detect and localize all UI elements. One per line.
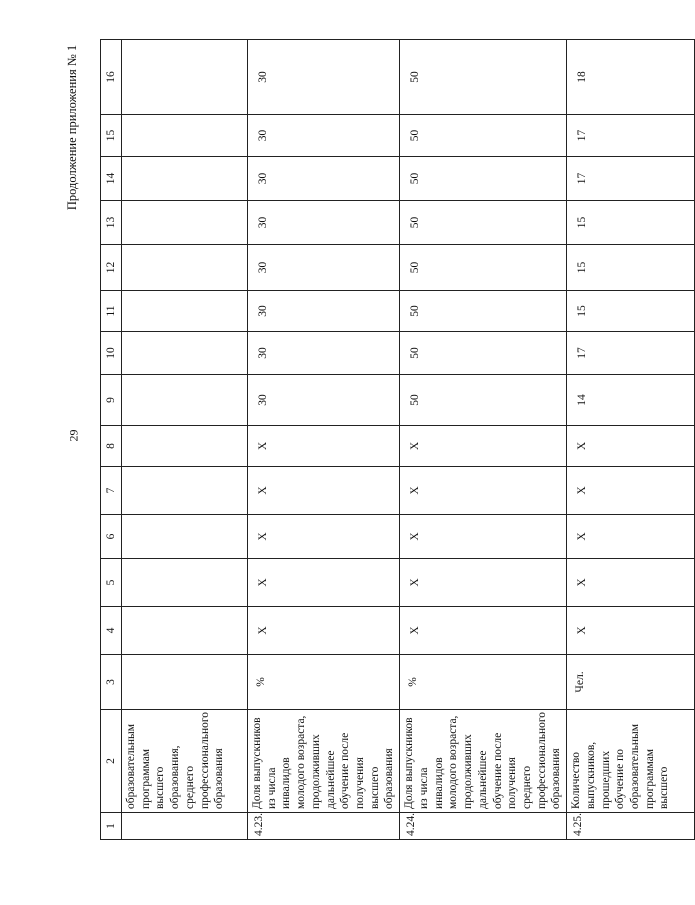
value-cell <box>122 332 248 375</box>
header-cell: 10 <box>101 332 122 375</box>
header-cell: 9 <box>101 375 122 426</box>
header-cell: 1 <box>101 813 122 840</box>
value-cell <box>122 201 248 245</box>
value-cell: 50 <box>400 291 567 332</box>
value-cell: Х <box>248 607 400 655</box>
header-cell: 16 <box>101 40 122 115</box>
value-cell: 50 <box>400 245 567 291</box>
value-cell: Х <box>248 559 400 607</box>
value-cell <box>122 245 248 291</box>
value-cell <box>122 467 248 515</box>
header-cell: 7 <box>101 467 122 515</box>
header-cell: 11 <box>101 291 122 332</box>
value-cell: 30 <box>248 201 400 245</box>
table-container <box>100 40 671 840</box>
value-cell: 50 <box>400 157 567 201</box>
value-cell: Х <box>400 515 567 559</box>
header-cell: 14 <box>101 157 122 201</box>
continuation-title-text: Продолжение приложения № 1 <box>65 44 80 211</box>
value-cell: 15 <box>567 291 695 332</box>
value-cell: 50 <box>400 40 567 115</box>
value-cell <box>122 515 248 559</box>
value-cell: 30 <box>248 245 400 291</box>
table-row <box>400 40 567 840</box>
header-cell: 2 <box>101 710 122 813</box>
value-cell: Х <box>567 559 695 607</box>
row-description: Доля выпускников из числа инвалидов молодого возраста, продолживших дальнейшее обучение после получения среднего профессионального образования <box>400 710 567 813</box>
value-cell: 50 <box>400 332 567 375</box>
header-cell: 8 <box>101 426 122 467</box>
row-code <box>122 813 248 840</box>
value-cell <box>122 40 248 115</box>
table-row <box>248 40 400 840</box>
table-row <box>122 40 248 840</box>
header-cell: 5 <box>101 559 122 607</box>
value-cell: 30 <box>248 40 400 115</box>
value-cell: 50 <box>400 115 567 157</box>
value-cell: Х <box>567 515 695 559</box>
value-cell: 17 <box>567 157 695 201</box>
value-cell: Х <box>400 559 567 607</box>
value-cell: 30 <box>248 375 400 426</box>
row-description: Доля выпускников из числа инвалидов молодого возраста, продолживших дальнейшее обучение после получения высшего образования <box>248 710 400 813</box>
page-number-text: 29 <box>66 429 81 441</box>
row-code: 4.24. <box>400 813 567 840</box>
header-cell: 4 <box>101 607 122 655</box>
row-unit: Чел. <box>567 655 695 710</box>
continuation-title <box>60 40 86 215</box>
value-cell: 18 <box>567 40 695 115</box>
value-cell: Х <box>400 607 567 655</box>
value-cell: Х <box>248 426 400 467</box>
value-cell: Х <box>567 607 695 655</box>
indicators-table <box>100 39 695 840</box>
row-unit <box>122 655 248 710</box>
value-cell: 15 <box>567 245 695 291</box>
value-cell: 15 <box>567 201 695 245</box>
value-cell <box>122 559 248 607</box>
value-cell: Х <box>567 426 695 467</box>
value-cell <box>122 115 248 157</box>
value-cell <box>122 375 248 426</box>
header-cell: 13 <box>101 201 122 245</box>
header-cell: 15 <box>101 115 122 157</box>
value-cell: 50 <box>400 375 567 426</box>
value-cell: Х <box>400 467 567 515</box>
value-cell: 17 <box>567 332 695 375</box>
header-cell: 12 <box>101 245 122 291</box>
header-cell: 6 <box>101 515 122 559</box>
value-cell: Х <box>567 467 695 515</box>
value-cell: Х <box>248 467 400 515</box>
row-unit: % <box>248 655 400 710</box>
value-cell: Х <box>248 515 400 559</box>
value-cell: 50 <box>400 201 567 245</box>
row-unit: % <box>400 655 567 710</box>
value-cell: 30 <box>248 332 400 375</box>
row-description: Количество выпускников, прошедших обучение по образовательным программам высшего <box>567 710 695 813</box>
table-row <box>567 40 695 840</box>
row-code: 4.23. <box>248 813 400 840</box>
value-cell: 30 <box>248 291 400 332</box>
value-cell: 30 <box>248 115 400 157</box>
value-cell: 14 <box>567 375 695 426</box>
value-cell <box>122 157 248 201</box>
row-code: 4.25. <box>567 813 695 840</box>
header-cell: 3 <box>101 655 122 710</box>
value-cell <box>122 607 248 655</box>
page-number <box>64 420 84 450</box>
value-cell <box>122 291 248 332</box>
table-header-row <box>101 40 122 840</box>
value-cell: 30 <box>248 157 400 201</box>
value-cell: 17 <box>567 115 695 157</box>
row-description: образовательным программам высшего образования, среднего профессионального образования <box>122 710 248 813</box>
value-cell <box>122 426 248 467</box>
value-cell: Х <box>400 426 567 467</box>
